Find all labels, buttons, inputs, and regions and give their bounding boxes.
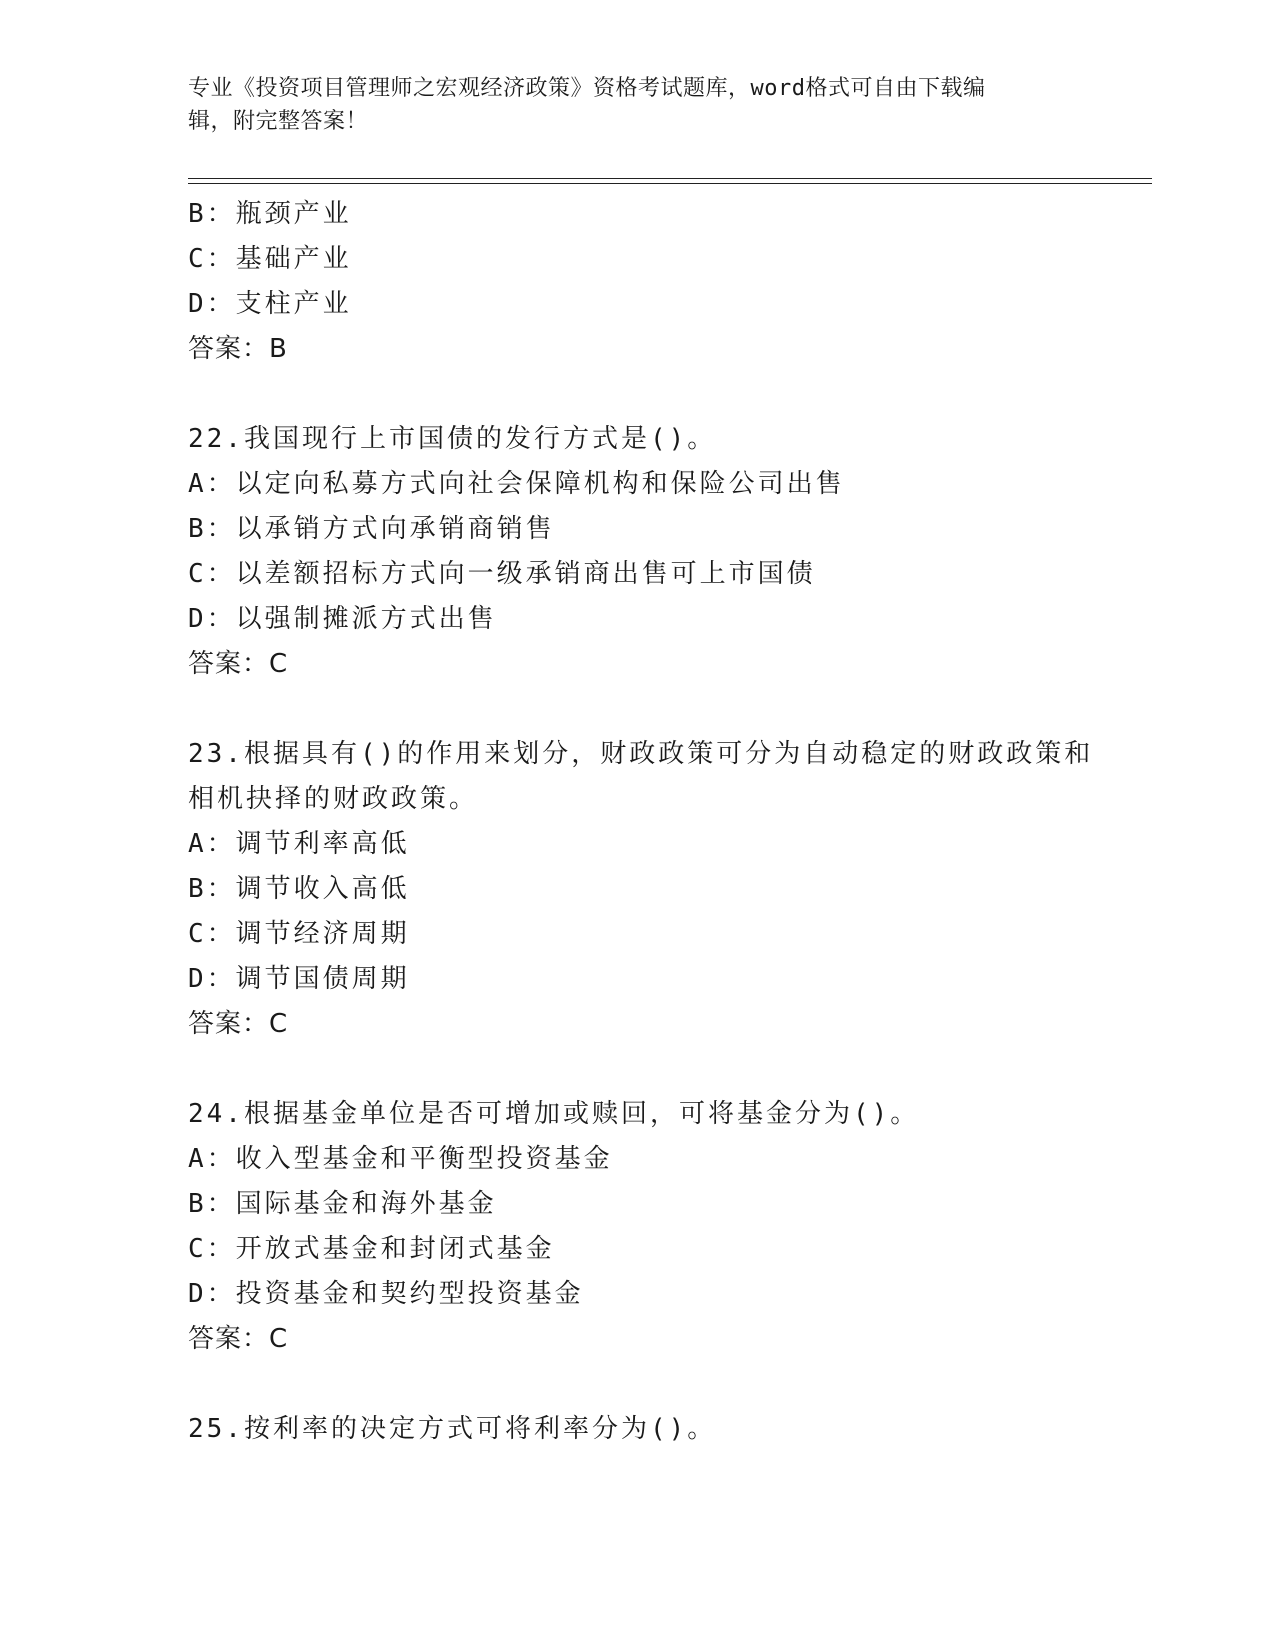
option-b: B：调节收入高低 <box>188 874 410 904</box>
option-b: B：以承销方式向承销商销售 <box>188 514 555 544</box>
answer: 答案：C <box>188 1009 289 1039</box>
answer: 答案：C <box>188 649 289 679</box>
header-line-2: 辑，附完整答案！ <box>188 109 369 134</box>
option-c: C：以差额招标方式向一级承销商出售可上市国债 <box>188 559 816 589</box>
question-stem: 22.我国现行上市国债的发行方式是()。 <box>188 424 717 454</box>
option-d: D：调节国债周期 <box>188 964 410 994</box>
option-c: C：开放式基金和封闭式基金 <box>188 1234 555 1264</box>
option-a: A：调节利率高低 <box>188 829 410 859</box>
option-c: C：调节经济周期 <box>188 919 410 949</box>
option-c: C：基础产业 <box>188 244 352 274</box>
header-rule-bottom <box>188 183 1152 184</box>
option-b: B：瓶颈产业 <box>188 199 352 229</box>
question-stem: 25.按利率的决定方式可将利率分为()。 <box>188 1414 717 1444</box>
question-stem: 24.根据基金单位是否可增加或赎回，可将基金分为()。 <box>188 1099 920 1129</box>
option-b: B：国际基金和海外基金 <box>188 1189 497 1219</box>
option-d: D：支柱产业 <box>188 289 352 319</box>
answer: 答案：B <box>188 334 288 364</box>
option-a: A：以定向私募方式向社会保障机构和保险公司出售 <box>188 469 845 499</box>
document-header <box>188 72 1068 138</box>
option-d: D：投资基金和契约型投资基金 <box>188 1279 584 1309</box>
option-a: A：收入型基金和平衡型投资基金 <box>188 1144 613 1174</box>
header-line-1: 专业《投资项目管理师之宏观经济政策》资格考试题库，word格式可自由下载编 <box>188 76 986 101</box>
answer: 答案：C <box>188 1324 289 1354</box>
option-d: D：以强制摊派方式出售 <box>188 604 497 634</box>
question-stem-continued: 相机抉择的财政政策。 <box>188 784 479 814</box>
question-stem: 23.根据具有()的作用来划分，财政政策可分为自动稳定的财政政策和 <box>188 739 1094 769</box>
header-rule-top <box>188 178 1152 179</box>
